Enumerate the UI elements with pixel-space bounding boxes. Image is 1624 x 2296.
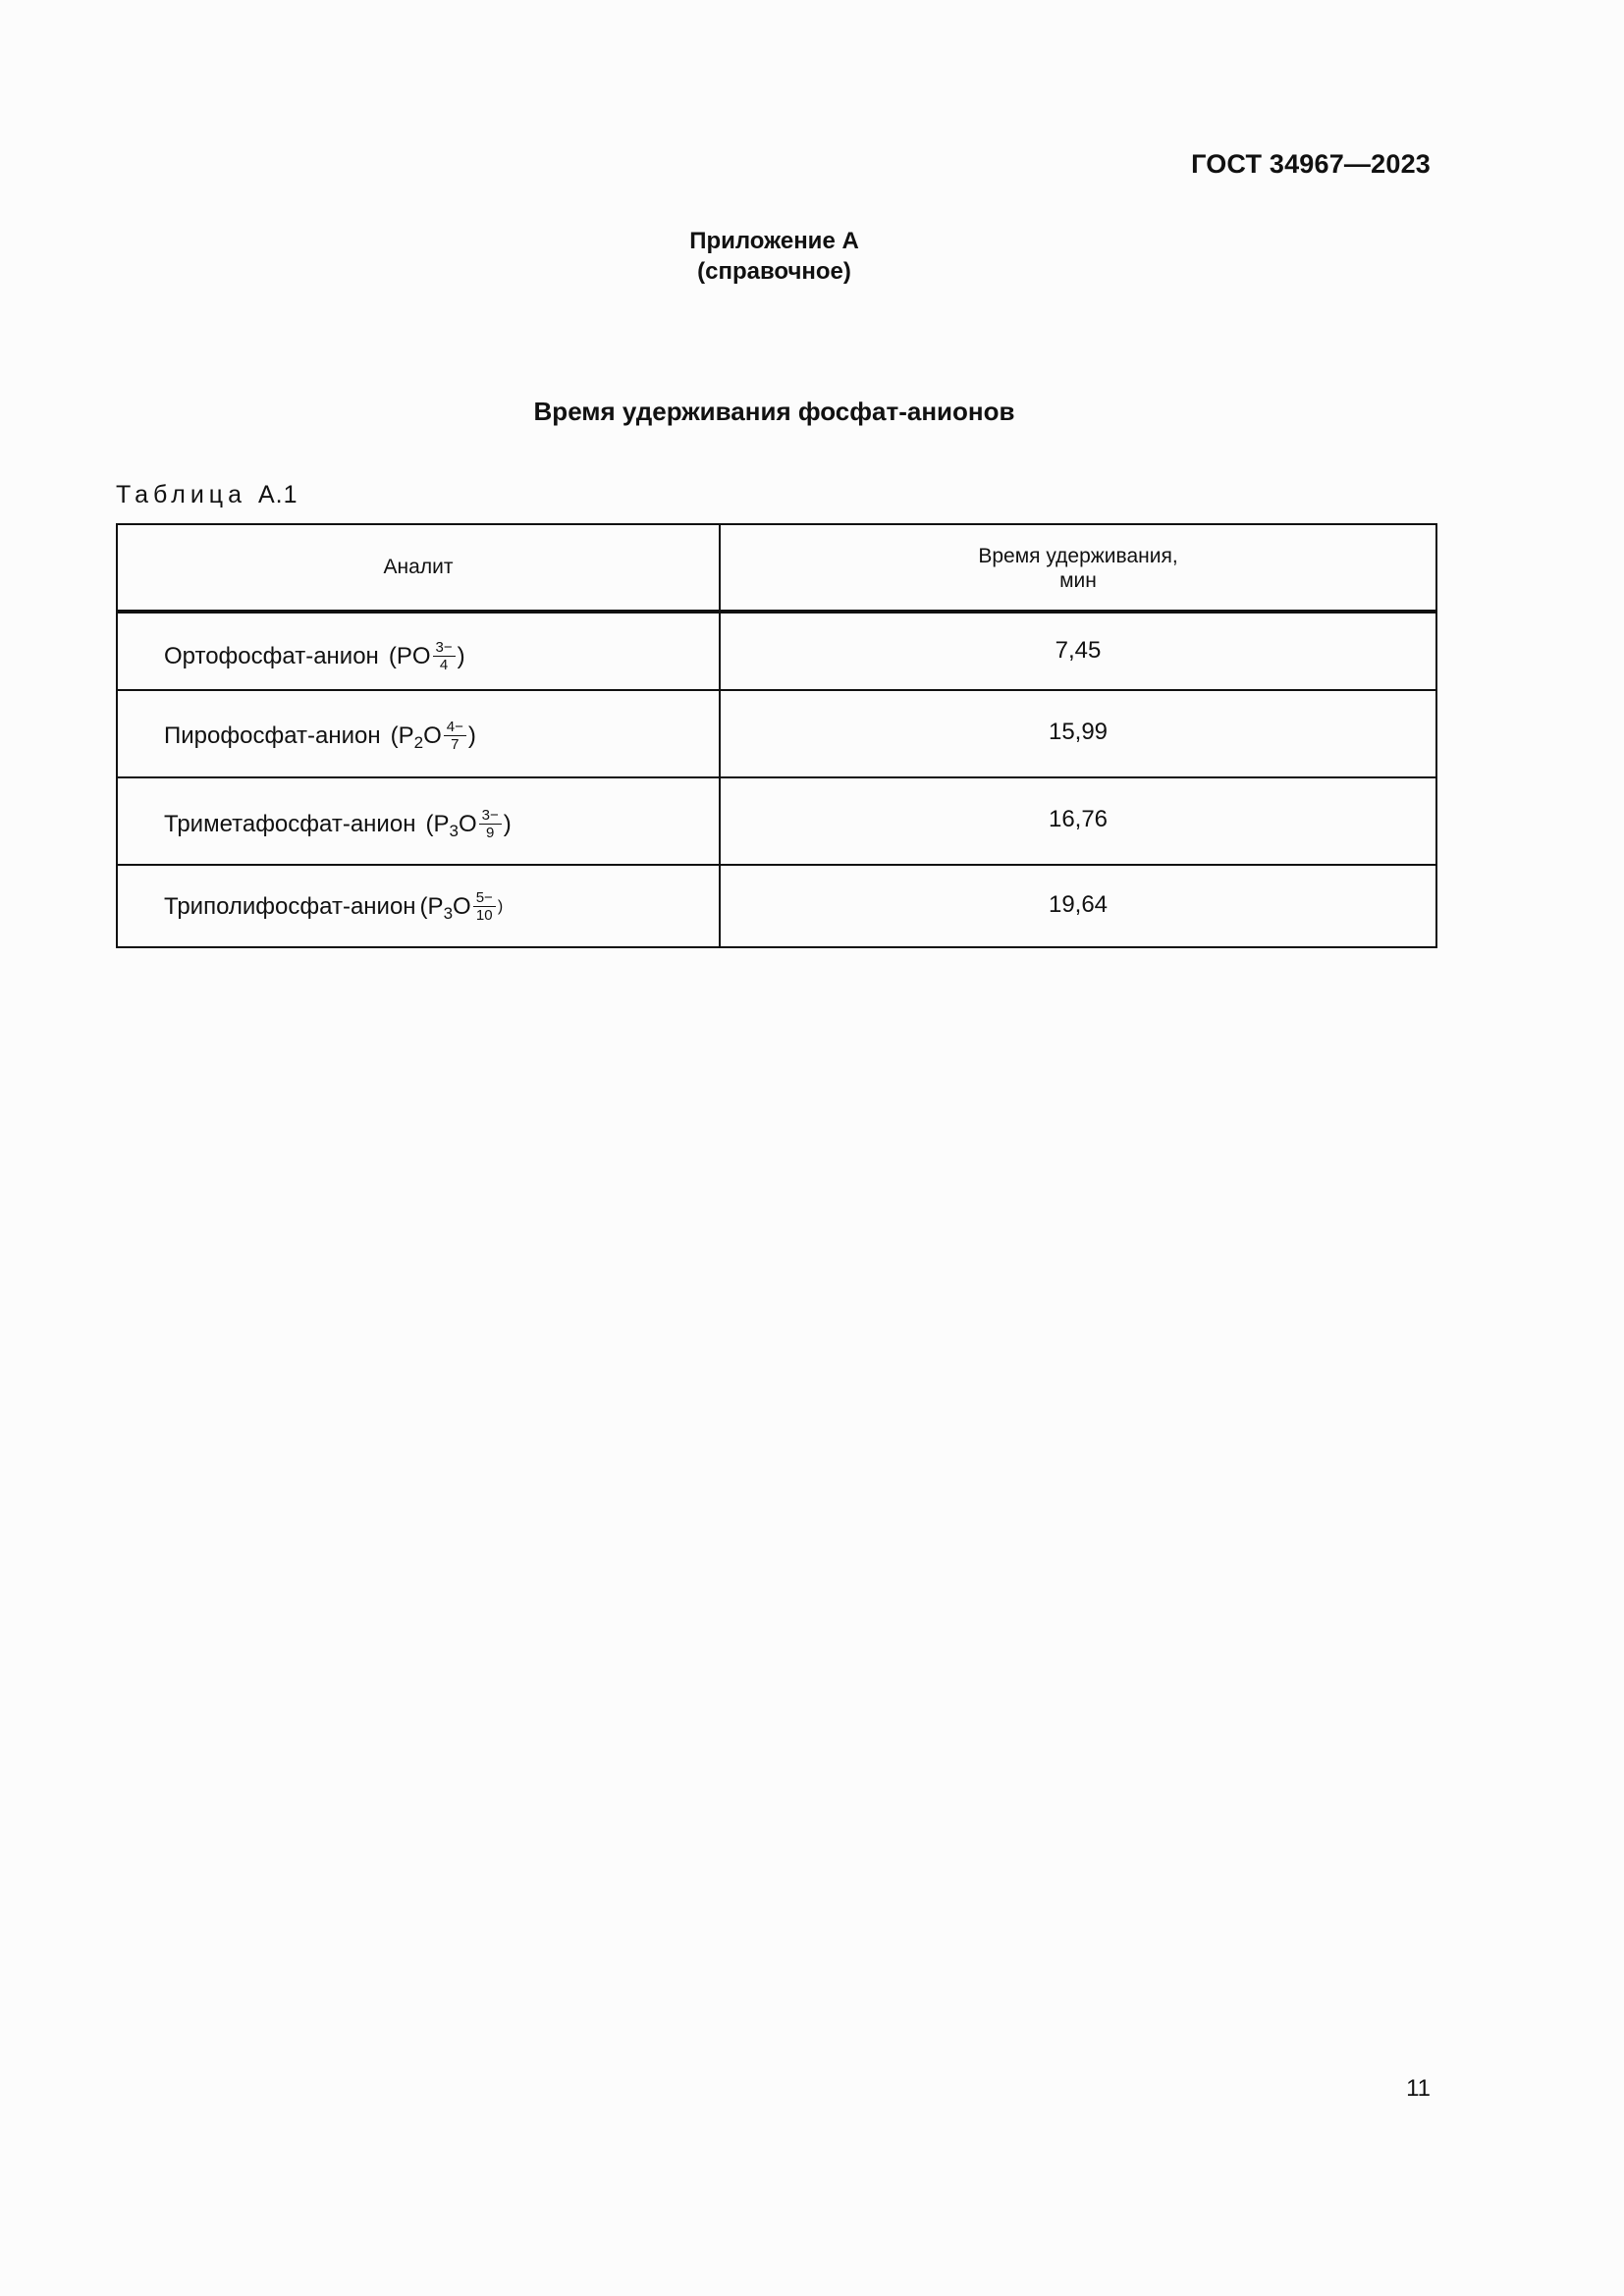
- analyte-cell: [118, 778, 719, 864]
- header-cell-retention: [719, 525, 1435, 610]
- formula-close-paren: ): [503, 810, 512, 837]
- table-caption-number: А.1: [257, 481, 298, 508]
- formula-open-paren: (: [425, 810, 434, 837]
- analyte-cell: [118, 614, 719, 689]
- retention-cell: [719, 866, 1435, 948]
- header-retention-label: [721, 544, 1435, 593]
- formula-element: P: [433, 810, 450, 837]
- formula-subscript: 10: [475, 907, 493, 924]
- formula-element: P: [398, 721, 414, 749]
- table-row: [118, 614, 1435, 691]
- table-header-row: [118, 525, 1435, 612]
- formula-charge: 5−: [473, 889, 496, 907]
- analyte-name: Ортофосфат-анион: [164, 642, 379, 669]
- formula-open-paren: (: [419, 892, 428, 920]
- analyte: [164, 889, 503, 924]
- formula-element: PO: [396, 642, 431, 669]
- header-retention-line2: мин: [1059, 569, 1097, 592]
- retention-value: 19,64: [1048, 891, 1109, 918]
- formula-element: P: [427, 892, 444, 920]
- table-row: [118, 866, 1435, 948]
- analyte: [164, 639, 465, 673]
- retention-value: 16,76: [1048, 806, 1109, 832]
- retention-cell: [719, 691, 1435, 776]
- page-number: 11: [1406, 2075, 1431, 2102]
- analyte-name: Пирофосфат-анион: [164, 721, 381, 749]
- retention-cell: [719, 778, 1435, 864]
- formula-subscript: 4: [439, 657, 449, 673]
- analyte-cell: [118, 691, 719, 776]
- analyte-name: Триполифосфат-анион: [164, 892, 416, 920]
- document-code: ГОСТ 34967—2023: [1191, 149, 1431, 179]
- analyte-formula: [389, 639, 465, 673]
- appendix-subtitle: (справочное): [697, 258, 851, 285]
- analyte-cell: [118, 866, 719, 948]
- formula-ion-fraction: [473, 889, 496, 924]
- table-caption-label: Таблица: [116, 481, 247, 508]
- formula-element-subscript: 3: [443, 903, 454, 923]
- section-title: Время удерживания фосфат-анионов: [533, 397, 1015, 426]
- formula-close-paren: ): [467, 721, 476, 749]
- formula-element: O: [458, 810, 477, 837]
- analyte-formula: [425, 807, 511, 841]
- formula-element-subscript: 3: [449, 821, 459, 840]
- formula-subscript: 9: [485, 825, 495, 841]
- formula-open-paren: (: [390, 721, 399, 749]
- analyte-formula: [420, 889, 504, 924]
- header-cell-analyte: [118, 525, 719, 610]
- formula-element: O: [453, 892, 471, 920]
- formula-close-paren: ): [497, 897, 504, 915]
- table-row: [118, 691, 1435, 778]
- formula-charge: 4−: [444, 719, 466, 736]
- formula-subscript: 7: [451, 736, 460, 753]
- retention-time-table: [116, 523, 1437, 948]
- formula-charge: 3−: [479, 807, 502, 825]
- formula-charge: 3−: [433, 639, 456, 657]
- retention-value: 15,99: [1048, 719, 1109, 745]
- formula-element-subscript: 2: [413, 732, 424, 752]
- table-row: [118, 778, 1435, 866]
- appendix-title: Приложение А: [689, 228, 859, 254]
- analyte-name: Триметафосфат-анион: [164, 810, 416, 837]
- formula-close-paren: ): [457, 642, 465, 669]
- formula-element: O: [423, 721, 442, 749]
- retention-value: 7,45: [1055, 637, 1102, 664]
- header-analyte-label: Аналит: [383, 556, 454, 578]
- retention-cell: [719, 614, 1435, 689]
- analyte-formula: [391, 719, 476, 753]
- formula-ion-fraction: [479, 807, 502, 841]
- appendix-heading: [0, 226, 1548, 287]
- formula-open-paren: (: [388, 642, 397, 669]
- analyte: [164, 719, 476, 753]
- formula-ion-fraction: [444, 719, 466, 753]
- formula-ion-fraction: [433, 639, 456, 673]
- header-retention-line1: Время удерживания,: [978, 545, 1178, 567]
- table-caption: [116, 481, 298, 509]
- analyte: [164, 807, 512, 841]
